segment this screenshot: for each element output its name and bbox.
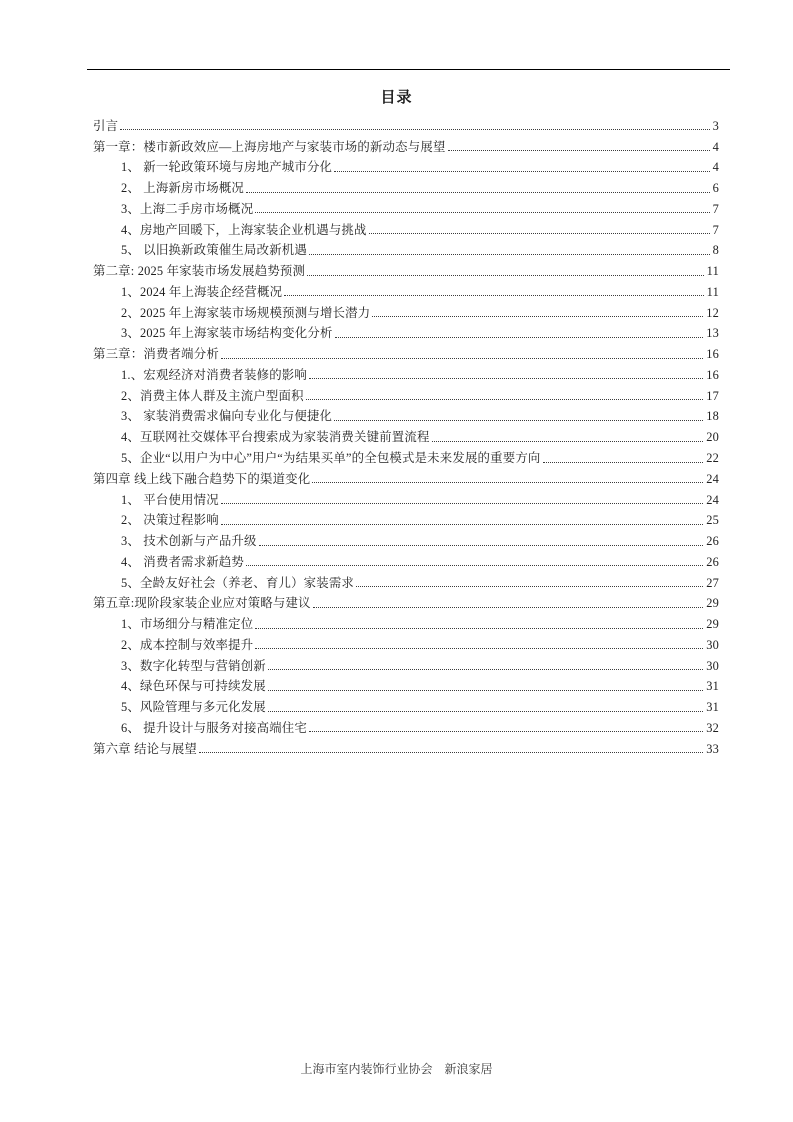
toc-entry-page-number: 4 bbox=[712, 160, 719, 175]
toc-entry-page-number: 11 bbox=[706, 264, 719, 279]
toc-dot-leader bbox=[448, 150, 710, 151]
toc-entry[interactable] bbox=[93, 134, 719, 155]
toc-entry-page-number: 26 bbox=[706, 554, 719, 569]
toc-entry-page-number: 17 bbox=[706, 388, 719, 403]
toc-entry[interactable] bbox=[93, 321, 719, 342]
toc-entry-label: 第四章 线上线下融合趋势下的渠道变化 bbox=[93, 471, 311, 486]
toc-entry-label: 5、全龄友好社会（养老、育儿）家装需求 bbox=[121, 575, 355, 590]
toc-dot-leader bbox=[221, 503, 703, 504]
toc-entry-page-number: 4 bbox=[712, 139, 719, 154]
toc-entry[interactable] bbox=[93, 445, 719, 466]
toc-entry[interactable] bbox=[93, 528, 719, 549]
toc-entry[interactable] bbox=[93, 694, 719, 715]
toc-entry-label: 1、市场细分与精准定位 bbox=[121, 617, 254, 632]
toc-entry-label: 6、 提升设计与服务对接高端住宅 bbox=[121, 720, 307, 735]
toc-entry-label: 2、2025 年上海家装市场规模预测与增长潜力 bbox=[121, 305, 371, 320]
toc-entry-label: 5、企业“以用户为中心”用户“为结果买单”的全包模式是未来发展的重要方向 bbox=[121, 451, 541, 466]
toc-entry-page-number: 18 bbox=[706, 409, 719, 424]
toc-entry-label: 第六章 结论与展望 bbox=[93, 741, 198, 756]
toc-entry-page-number: 31 bbox=[706, 700, 719, 715]
toc-entry[interactable] bbox=[93, 487, 719, 508]
toc-dot-leader bbox=[268, 690, 703, 691]
toc-entry-label: 引言 bbox=[93, 118, 119, 133]
toc-entry-page-number: 27 bbox=[706, 575, 719, 590]
toc-entry-page-number: 7 bbox=[712, 201, 719, 216]
toc-dot-leader bbox=[255, 212, 709, 213]
toc-entry-page-number: 24 bbox=[706, 471, 719, 486]
toc-dot-leader bbox=[221, 358, 703, 359]
toc-dot-leader bbox=[335, 337, 704, 338]
toc-entry-label: 2、 上海新房市场概况 bbox=[121, 181, 245, 196]
toc-dot-leader bbox=[306, 399, 704, 400]
toc-entry-page-number: 32 bbox=[706, 720, 719, 735]
toc-entry[interactable] bbox=[93, 258, 719, 279]
toc-entry-label: 第三章：消费者端分析 bbox=[93, 347, 219, 362]
toc-dot-leader bbox=[334, 420, 703, 421]
toc-dot-leader bbox=[255, 648, 703, 649]
toc-entry[interactable] bbox=[93, 653, 719, 674]
toc-entry-label: 3、2025 年上海家装市场结构变化分析 bbox=[121, 326, 333, 341]
toc-dot-leader bbox=[313, 607, 704, 608]
toc-entry-page-number: 3 bbox=[712, 118, 719, 133]
toc-entry-label: 第五章:现阶段家装企业应对策略与建议 bbox=[93, 596, 311, 611]
toc-dot-leader bbox=[284, 295, 703, 296]
toc-entry-page-number: 13 bbox=[706, 326, 719, 341]
toc-entry-page-number: 25 bbox=[706, 513, 719, 528]
toc-dot-leader bbox=[259, 545, 704, 546]
toc-entry[interactable] bbox=[93, 549, 719, 570]
toc-dot-leader bbox=[268, 669, 703, 670]
toc-entry[interactable] bbox=[93, 362, 719, 383]
toc-entry-page-number: 11 bbox=[706, 284, 719, 299]
toc-entry-page-number: 22 bbox=[706, 451, 719, 466]
toc-dot-leader bbox=[369, 233, 710, 234]
toc-dot-leader bbox=[334, 171, 709, 172]
toc-entry[interactable] bbox=[93, 466, 719, 487]
toc-entry-page-number: 30 bbox=[706, 637, 719, 652]
toc-entry-label: 5、 以旧换新政策催生局改新机遇 bbox=[121, 243, 307, 258]
toc-entry[interactable] bbox=[93, 279, 719, 300]
toc-dot-leader bbox=[120, 129, 709, 130]
toc-entry-label: 3、 家装消费需求偏向专业化与便捷化 bbox=[121, 409, 333, 424]
toc-entry-label: 3、数字化转型与营销创新 bbox=[121, 658, 266, 673]
toc-entry[interactable] bbox=[93, 217, 719, 238]
toc-entry-label: 3、 技术创新与产品升级 bbox=[121, 534, 257, 549]
toc-dot-leader bbox=[372, 316, 703, 317]
toc-entry[interactable] bbox=[93, 632, 719, 653]
toc-entry-page-number: 12 bbox=[706, 305, 719, 320]
toc-entry-page-number: 24 bbox=[706, 492, 719, 507]
toc-dot-leader bbox=[543, 462, 704, 463]
toc-entry-page-number: 8 bbox=[712, 243, 719, 258]
toc-entry[interactable] bbox=[93, 383, 719, 404]
toc-entry[interactable] bbox=[93, 591, 719, 612]
toc-entry[interactable] bbox=[93, 424, 719, 445]
toc-entry-label: 1.、宏观经济对消费者装修的影响 bbox=[121, 367, 307, 382]
toc-entry-label: 2、成本控制与效率提升 bbox=[121, 637, 254, 652]
toc-entry[interactable] bbox=[93, 238, 719, 259]
toc-dot-leader bbox=[309, 731, 703, 732]
toc-dot-leader bbox=[356, 586, 703, 587]
toc-entry[interactable] bbox=[93, 570, 719, 591]
toc-entry-page-number: 20 bbox=[706, 430, 719, 445]
toc-dot-leader bbox=[255, 628, 703, 629]
toc-entry-page-number: 33 bbox=[706, 741, 719, 756]
toc-entry-label: 4、房地产回暖下，上海家装企业机遇与挑战 bbox=[121, 222, 367, 237]
toc-entry[interactable] bbox=[93, 155, 719, 176]
toc-entry-label: 第二章: 2025 年家装市场发展趋势预测 bbox=[93, 264, 306, 279]
toc-entry-label: 4、互联网社交媒体平台搜索成为家装消费关键前置流程 bbox=[121, 430, 430, 445]
toc-entry[interactable] bbox=[93, 341, 719, 362]
toc-dot-leader bbox=[309, 378, 703, 379]
toc-entry-page-number: 29 bbox=[706, 596, 719, 611]
toc-entry[interactable] bbox=[93, 404, 719, 425]
toc-entry-label: 2、 决策过程影响 bbox=[121, 513, 219, 528]
toc-entry-page-number: 6 bbox=[712, 181, 719, 196]
toc-entry-label: 3、上海二手房市场概况 bbox=[121, 201, 254, 216]
toc-entry[interactable] bbox=[93, 300, 719, 321]
page-footer: 上海市室内装饰行业协会 新浪家居 bbox=[300, 1062, 493, 1076]
toc-dot-leader bbox=[307, 275, 704, 276]
toc-entry[interactable] bbox=[93, 175, 719, 196]
toc-dot-leader bbox=[246, 192, 710, 193]
toc-entry-page-number: 31 bbox=[706, 679, 719, 694]
toc-entry-label: 1、2024 年上海装企经营概况 bbox=[121, 284, 283, 299]
toc-entry-label: 1、 平台使用情况 bbox=[121, 492, 219, 507]
toc-dot-leader bbox=[309, 254, 710, 255]
toc-entry[interactable] bbox=[93, 715, 719, 736]
toc-dot-leader bbox=[221, 524, 703, 525]
toc-entry[interactable] bbox=[93, 674, 719, 695]
toc-entry-page-number: 29 bbox=[706, 617, 719, 632]
toc-list bbox=[93, 113, 719, 757]
toc-entry-label: 4、绿色环保与可持续发展 bbox=[121, 679, 266, 694]
toc-entry[interactable] bbox=[93, 611, 719, 632]
header-rule bbox=[87, 69, 730, 70]
toc-entry-page-number: 30 bbox=[706, 658, 719, 673]
toc-entry-page-number: 16 bbox=[706, 347, 719, 362]
toc-entry-label: 5、风险管理与多元化发展 bbox=[121, 700, 266, 715]
toc-entry-page-number: 26 bbox=[706, 534, 719, 549]
toc-entry[interactable] bbox=[93, 508, 719, 529]
toc-entry[interactable] bbox=[93, 736, 719, 757]
toc-title: 目录 bbox=[380, 90, 413, 106]
toc-entry-page-number: 7 bbox=[712, 222, 719, 237]
toc-entry[interactable] bbox=[93, 196, 719, 217]
toc-entry-label: 4、 消费者需求新趋势 bbox=[121, 554, 245, 569]
toc-entry-label: 2、消费主体人群及主流户型面积 bbox=[121, 388, 304, 403]
toc-entry-label: 第一章：楼市新政效应—上海房地产与家装市场的新动态与展望 bbox=[93, 139, 446, 154]
toc-dot-leader bbox=[246, 565, 703, 566]
toc-dot-leader bbox=[432, 441, 704, 442]
toc-entry[interactable] bbox=[93, 113, 719, 134]
toc-entry-page-number: 16 bbox=[706, 367, 719, 382]
toc-entry-label: 1、 新一轮政策环境与房地产城市分化 bbox=[121, 160, 333, 175]
toc-dot-leader bbox=[312, 482, 703, 483]
toc-dot-leader bbox=[199, 752, 703, 753]
toc-dot-leader bbox=[268, 711, 703, 712]
